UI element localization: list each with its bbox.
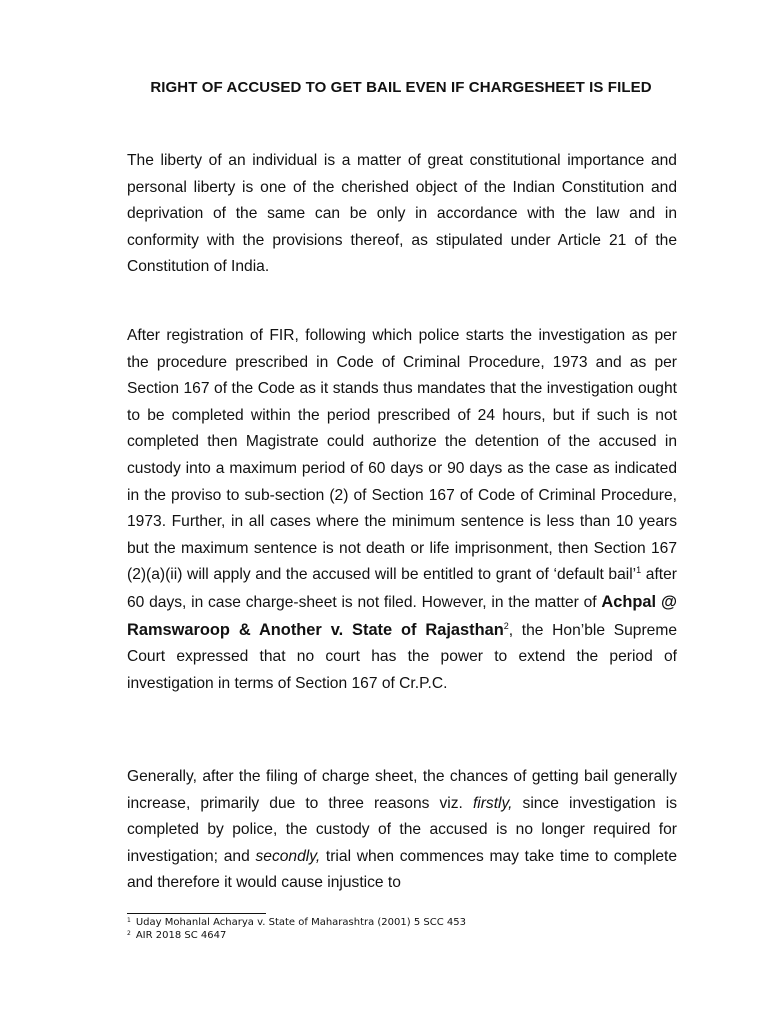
- footnote-text: Uday Mohanlal Acharya v. State of Maharashtra (2001) 5 SCC 453: [135, 917, 466, 928]
- emphasis-firstly: firstly,: [472, 794, 513, 812]
- paragraph-text: After registration of FIR, following which police starts the investigation as per the procedure prescribed in Code of Criminal Procedure, 1973 and as per Section 167 of the Code as it stands thus mandates that the investigation ought to be completed within the period prescribed of 24 hours, but if such is not completed then Magistrate could authorize the detention of the accused in custody into a maximum period of 60 days or 90 days as the case as indicated in the proviso to sub-section (2) of Section 167 of Code of Criminal Procedure, 1973. Further, in all cases where the minimum sentence is less than 10 years but the maximum sentence is not death or life imprisonment, then Section 167 (2)(a)(ii) will apply and the accused will be entitled to grant of ‘default bail’: [127, 327, 677, 584]
- paragraph-bail-after-chargesheet: [127, 764, 677, 897]
- paragraph-investigation: [127, 323, 677, 697]
- footnotes: [127, 917, 677, 942]
- footnote-ref-2: 2: [503, 620, 509, 631]
- case-citation: Achpal @ Ramswaroop & Another v. State of Rajasthan: [127, 592, 677, 639]
- paragraph-liberty: The liberty of an individual is a matter of great constitutional importance and personal liberty is one of the cherished object of the Indian Constitution and deprivation of the same can be only in accordance with the law and in conformity with the provisions thereof, as stipulated under Article 21 of the Constitution of India.: [127, 152, 677, 276]
- document-title: RIGHT OF ACCUSED TO GET BAIL EVEN IF CHARGESHEET IS FILED: [150, 79, 652, 96]
- paragraph-text: since investigation is completed by police, the custody of the accused is no longer required for investigation; and: [127, 794, 677, 865]
- emphasis-secondly: secondly,: [255, 847, 321, 865]
- footnote-mark: 2: [127, 929, 131, 937]
- footnote-mark: 1: [127, 917, 131, 924]
- paragraph-text: , the Hon’ble Supreme Court expressed that no court has the power to extend the period of investigation in terms of Section 167 of Cr.P.C.: [127, 621, 677, 692]
- footnote-divider: [127, 913, 266, 914]
- footnote-1: [127, 917, 677, 930]
- footnote-ref-1: 1: [636, 565, 642, 576]
- paragraph-text: trial when commences may take time to complete and therefore it would cause injustice to: [127, 847, 678, 892]
- footnote-2: [127, 930, 677, 943]
- footnote-text: AIR 2018 SC 4647: [135, 929, 227, 941]
- paragraph-text: after 60 days, in case charge-sheet is not filed. However, in the matter of: [127, 566, 677, 611]
- paragraph-text: Generally, after the filing of charge sheet, the chances of getting bail generally increase, primarily due to three reasons viz.: [127, 768, 677, 812]
